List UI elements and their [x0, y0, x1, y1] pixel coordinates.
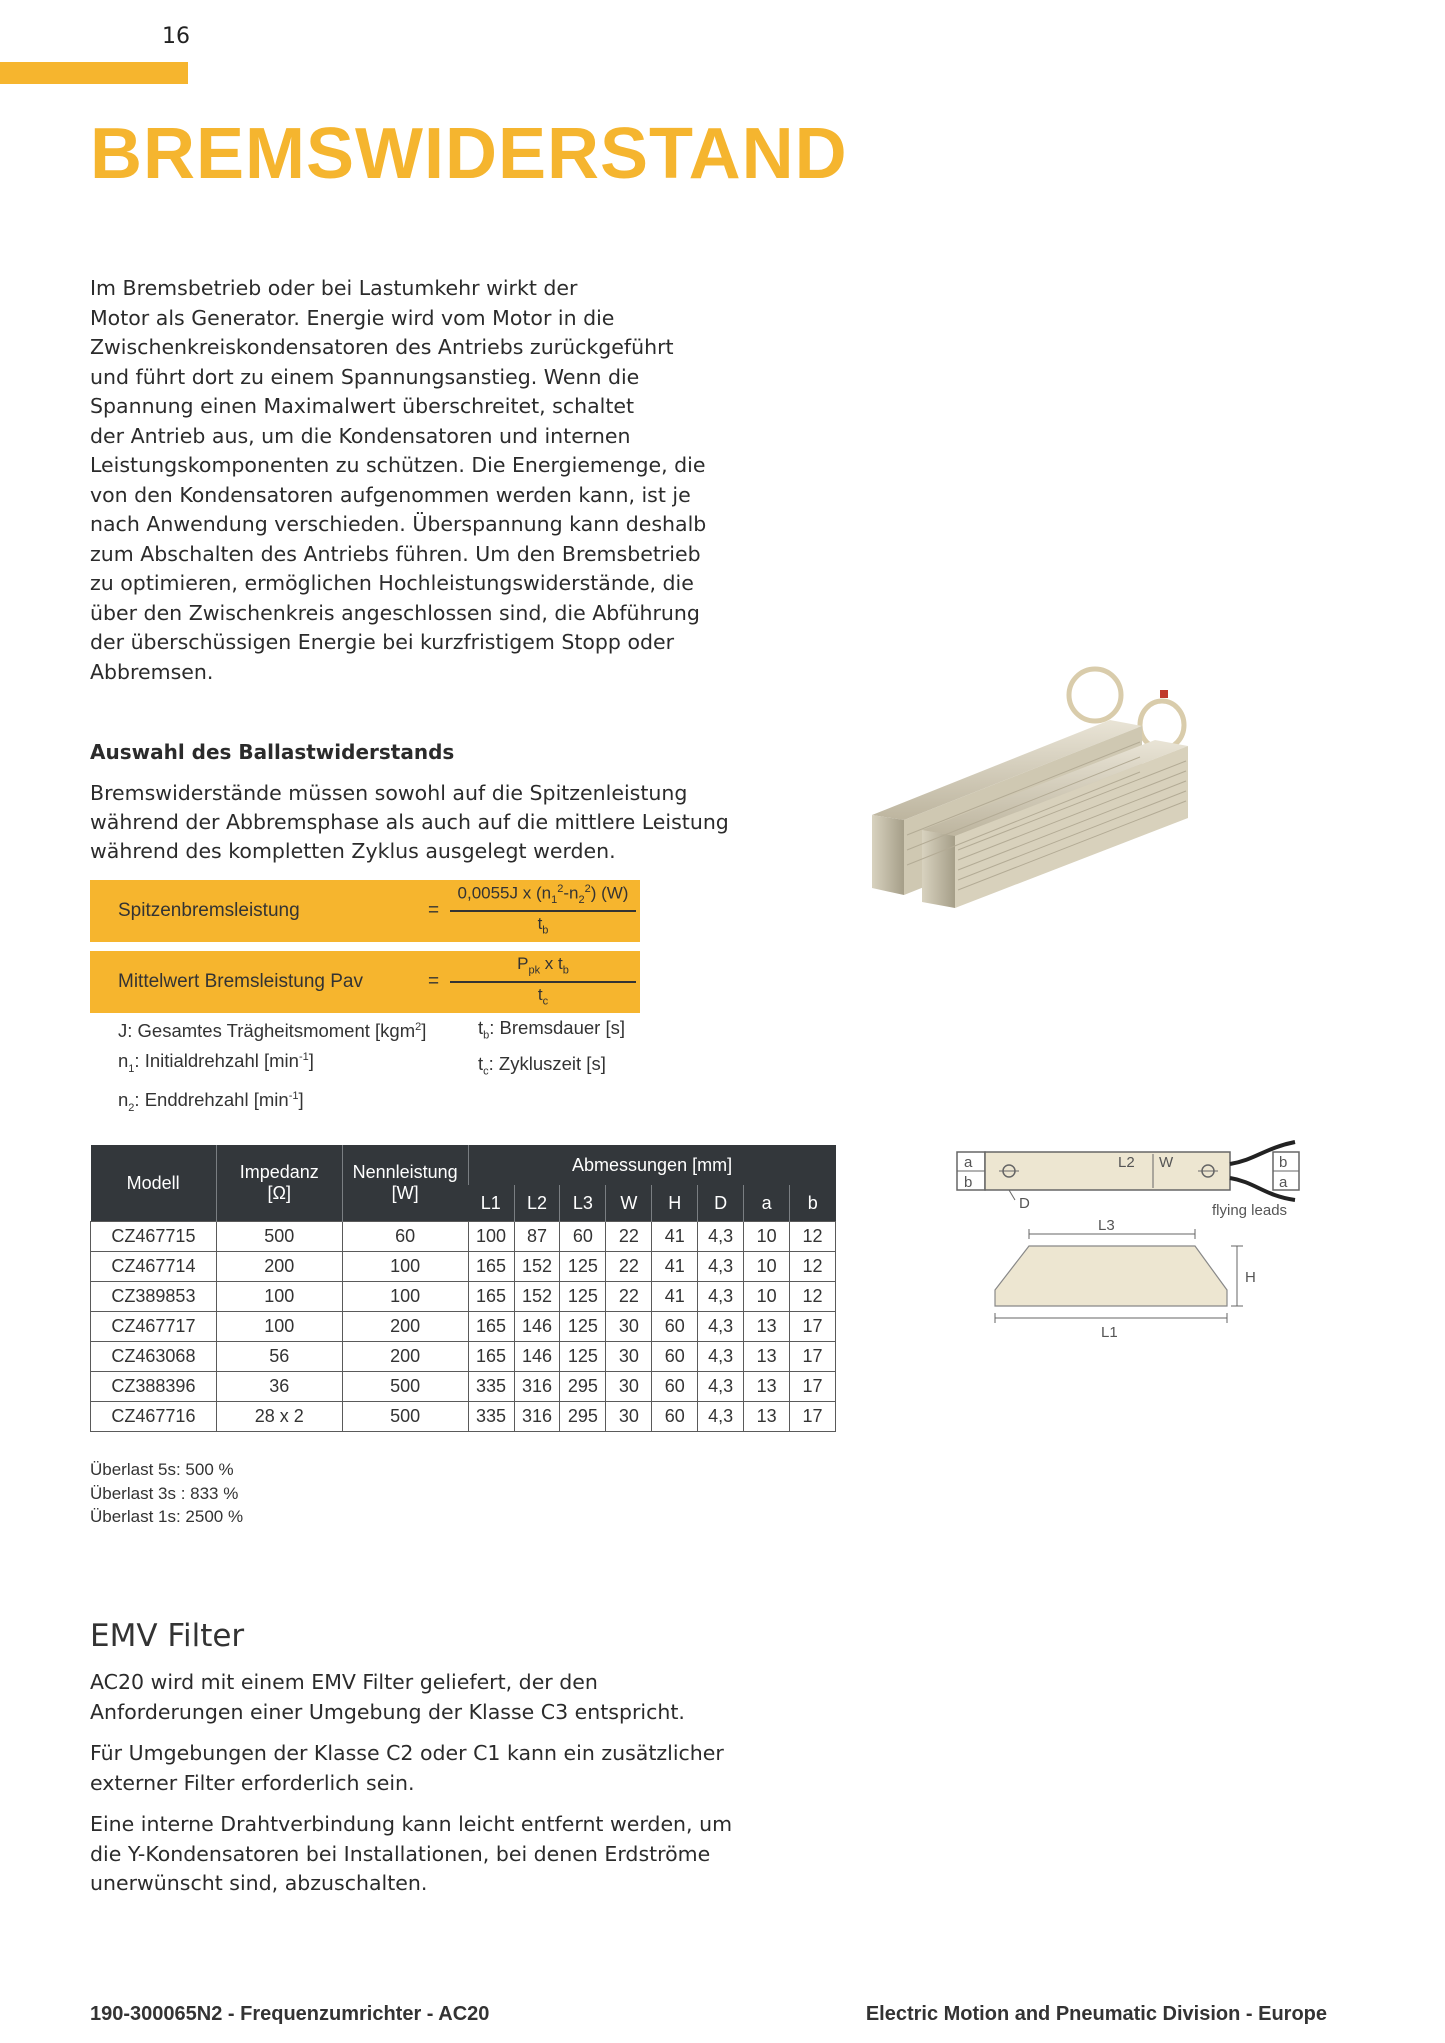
footer-document-id: 190-300065N2 - Frequenzumrichter - AC20 [90, 2003, 490, 2025]
dim-d-label: D [1019, 1195, 1030, 1212]
emv-line: AC20 wird mit einem EMV Filter geliefert, der den [90, 1670, 598, 1694]
dim-l1-label: L1 [1101, 1324, 1118, 1341]
selection-line: Bremswiderstände müssen sowohl auf die Spitzenleistung [90, 781, 688, 805]
table-row: CZ467717 100 200 165 146 125 30 60 4,3 13 17 [91, 1312, 836, 1342]
average-denominator: $t_c$ [537, 985, 549, 1008]
average-power-label: Mittelwert Bremsleistung Pav [118, 971, 363, 992]
col-header-l1: L1 [468, 1185, 514, 1222]
selection-line: während der Abbremsphase als auch auf die mittlere Leistung [90, 810, 729, 834]
overload-note: Überlast 3s : 833 % [90, 1483, 239, 1503]
equals-sign: = [428, 900, 440, 921]
fraction-line [450, 910, 636, 912]
intro-line: Motor als Generator. Energie wird vom Motor in die [90, 305, 615, 330]
emv-paragraph [90, 1668, 750, 1727]
peak-denominator: $t_b$ [537, 914, 549, 937]
peak-power-formula [90, 880, 640, 942]
intro-line: der Antrieb aus, um die Kondensatoren und internen [90, 423, 631, 448]
average-numerator: $P_{pk}$ x $t_b$ [517, 954, 569, 977]
emv-line: die Y-Kondensatoren bei Installationen, bei denen Erdströme [90, 1841, 711, 1866]
legend-j: J: Gesamtes Trägheitsmoment [kgm$^2$] [118, 1020, 427, 1042]
dimension-drawing [955, 1130, 1305, 1345]
emv-line: Anforderungen einer Umgebung der Klasse C3 entspricht. [90, 1699, 685, 1724]
table-row: CZ389853 100 100 165 152 125 22 41 4,3 10 12 [91, 1282, 836, 1312]
page-title: BREMSWIDERSTAND [90, 114, 848, 194]
formula-legend-left [118, 1014, 426, 1122]
fraction-line [450, 981, 636, 983]
table-row: CZ467715 500 60 100 87 60 22 41 4,3 10 12 [91, 1222, 836, 1252]
col-header-l2: L2 [514, 1185, 560, 1222]
page-number: 16 [162, 24, 190, 49]
equals-sign: = [428, 971, 440, 992]
resistor-spec-table [90, 1145, 836, 1432]
intro-line: Abbremsen. [90, 659, 214, 684]
dim-l3-label: L3 [1098, 1217, 1115, 1234]
dim-h-label: H [1245, 1269, 1256, 1286]
peak-numerator: 0,0055J x $(n_1^2-n_2^2)$ (W) [457, 883, 629, 907]
emv-line: Für Umgebungen der Klasse C2 oder C1 kann ein zusätzlicher [90, 1741, 724, 1765]
accent-bar [0, 62, 188, 84]
col-header-w: W [606, 1185, 652, 1222]
emv-heading: EMV Filter [90, 1618, 245, 1654]
dim-a-label-right: a [1279, 1174, 1288, 1191]
col-header-impedance: Impedanz [Ω] [216, 1145, 342, 1222]
intro-line: von den Kondensatoren aufgenommen werden kann, ist je [90, 482, 691, 507]
intro-line: Spannung einen Maximalwert überschreitet, schaltet [90, 394, 635, 418]
intro-line: nach Anwendung verschieden. Überspannung kann deshalb [90, 512, 707, 536]
table-row: CZ463068 56 200 165 146 125 30 60 4,3 13 17 [91, 1342, 836, 1372]
legend-n1: $n_1$: Initialdrehzahl $[\min^{-1}]$ [118, 1050, 314, 1075]
intro-line: über den Zwischenkreis angeschlossen sind, die Abführung [90, 600, 700, 625]
emv-line: externer Filter erforderlich sein. [90, 1770, 415, 1795]
intro-paragraph [90, 274, 730, 687]
intro-line: der überschüssigen Energie bei kurzfristigem Stopp oder [90, 630, 675, 654]
intro-line: Zwischenkreiskondensatoren des Antriebs zurückgeführt [90, 335, 674, 359]
overload-notes [90, 1458, 243, 1529]
col-header-a: a [744, 1185, 790, 1222]
dim-l2-label: L2 [1118, 1154, 1135, 1171]
footer-division: Electric Motion and Pneumatic Division - Europe [865, 2003, 1327, 2025]
emv-line: unerwünscht sind, abzuschalten. [90, 1871, 428, 1895]
resistor-product-image [860, 660, 1220, 910]
col-header-model: Modell [91, 1145, 217, 1222]
emv-line: Eine interne Drahtverbindung kann leicht entfernt werden, um [90, 1812, 733, 1836]
intro-line: zum Abschalten des Antriebs führen. Um den Bremsbetrieb [90, 541, 701, 566]
emv-paragraph [90, 1810, 750, 1899]
flying-leads-label: flying leads [1212, 1202, 1288, 1219]
table-row: CZ467714 200 100 165 152 125 22 41 4,3 10 12 [91, 1252, 836, 1282]
selection-line: während des kompletten Zyklus ausgelegt werden. [90, 839, 616, 863]
peak-power-label: Spitzenbremsleistung [118, 900, 300, 921]
selection-paragraph [90, 779, 750, 866]
col-header-dimensions: Abmessungen [mm] [468, 1145, 835, 1185]
col-header-h: H [652, 1185, 698, 1222]
intro-line: Im Bremsbetrieb oder bei Lastumkehr wirkt der [90, 276, 578, 300]
formula-legend-right [478, 1014, 625, 1085]
selection-heading: Auswahl des Ballastwiderstands [90, 740, 455, 764]
legend-n2: $n_2$: Enddrehzahl $[\min^{-1}]$ [118, 1089, 304, 1114]
legend-tc: $t_c$: Zykluszeit [s] [478, 1052, 606, 1078]
dim-w-label: W [1159, 1154, 1174, 1171]
col-header-l3: L3 [560, 1185, 606, 1222]
col-header-b: b [790, 1185, 836, 1222]
emv-paragraph [90, 1739, 750, 1798]
legend-tb: $t_b$: Bremsdauer [s] [478, 1017, 625, 1042]
intro-line: Leistungskomponenten zu schützen. Die Energiemenge, die [90, 453, 706, 477]
intro-line: zu optimieren, ermöglichen Hochleistungswiderstände, die [90, 571, 694, 595]
dim-b-label-right: b [1279, 1154, 1288, 1171]
col-header-d: D [698, 1185, 744, 1222]
average-power-formula [90, 951, 640, 1013]
overload-note: Überlast 5s: 500 % [90, 1460, 234, 1479]
overload-note: Überlast 1s: 2500 % [90, 1507, 244, 1526]
dim-a-label: a [964, 1154, 973, 1171]
col-header-power: Nennleistung [W] [342, 1145, 468, 1222]
table-row: CZ388396 36 500 335 316 295 30 60 4,3 13 17 [91, 1372, 836, 1402]
dim-b-label: b [964, 1174, 973, 1191]
intro-line: und führt dort zu einem Spannungsanstieg. Wenn die [90, 364, 640, 389]
table-row: CZ467716 28 x 2 500 335 316 295 30 60 4,3 13 17 [91, 1402, 836, 1432]
